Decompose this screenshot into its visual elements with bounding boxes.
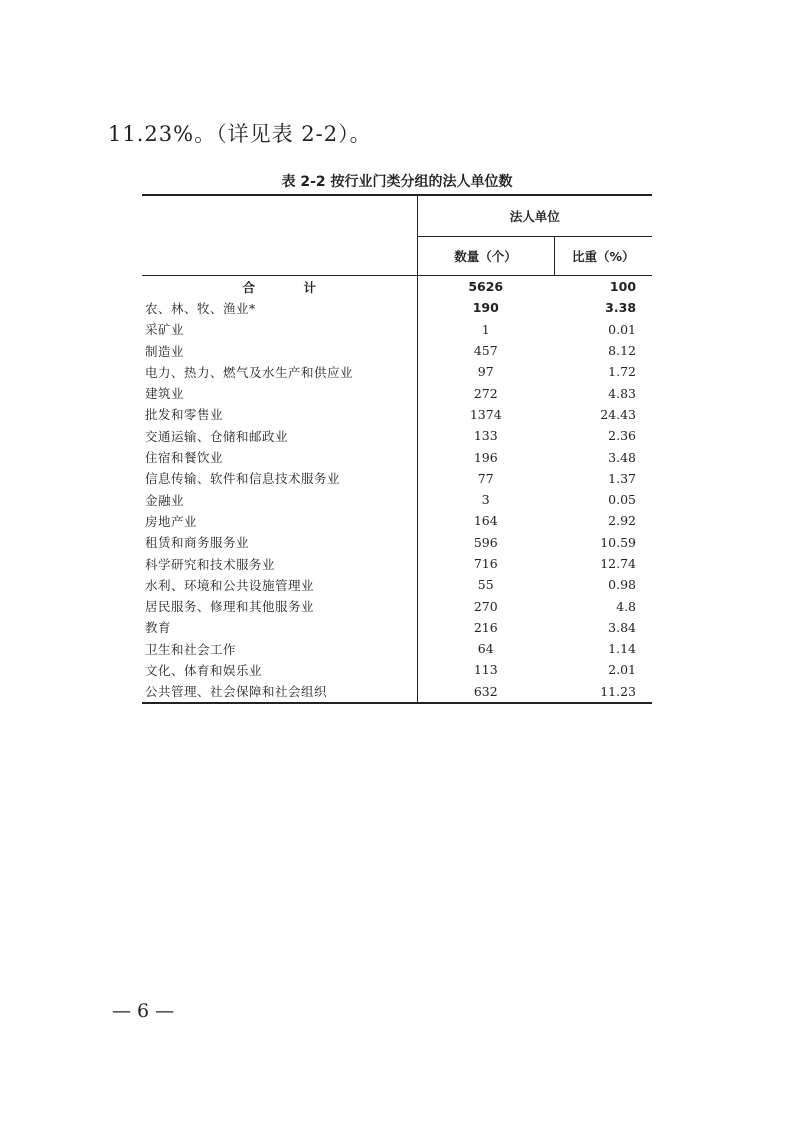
table-row — [142, 595, 652, 616]
row-name: 金融业 — [142, 489, 417, 510]
row-name: 建筑业 — [142, 382, 417, 403]
row-name: 制造业 — [142, 340, 417, 361]
row-name: 居民服务、修理和其他服务业 — [142, 595, 417, 616]
row-name: 住宿和餐饮业 — [142, 446, 417, 467]
industry-table — [142, 194, 652, 704]
row-share: 12.74 — [600, 556, 637, 571]
row-count: 632 — [473, 683, 498, 699]
column-header-share: 比重（%） — [554, 237, 652, 276]
row-count: 716 — [473, 556, 498, 571]
row-count: 164 — [473, 513, 498, 529]
row-count: 133 — [473, 428, 498, 444]
row-name: 交通运输、仓储和邮政业 — [142, 425, 417, 446]
row-name: 信息传输、软件和信息技术服务业 — [142, 468, 417, 489]
row-share: 1.14 — [608, 641, 637, 657]
page-number: — 6 — — [112, 1000, 175, 1022]
row-name: 电力、热力、燃气及水生产和供应业 — [142, 361, 417, 382]
row-name: 租赁和商务服务业 — [142, 532, 417, 553]
row-name: 公共管理、社会保障和社会组织 — [142, 681, 417, 703]
row-share: 11.23 — [600, 683, 637, 699]
table-row — [142, 681, 652, 703]
row-count: 1374 — [469, 406, 502, 422]
table-row — [142, 489, 652, 510]
row-share: 0.98 — [608, 577, 637, 593]
row-name: 合 计 — [142, 276, 417, 298]
row-count: 196 — [473, 449, 498, 465]
table-row — [142, 340, 652, 361]
row-share: 4.83 — [608, 385, 637, 401]
table-row — [142, 297, 652, 318]
row-count: 596 — [473, 534, 498, 550]
row-share: 0.05 — [608, 492, 637, 508]
row-header-blank — [142, 195, 417, 276]
row-count: 64 — [477, 641, 494, 657]
table-row — [142, 638, 652, 659]
row-count: 1 — [481, 321, 490, 337]
row-share: 1.37 — [608, 470, 637, 486]
table-row — [142, 510, 652, 531]
row-share: 3.84 — [608, 619, 637, 635]
table-row — [142, 361, 652, 382]
row-name: 农、林、牧、渔业* — [142, 297, 417, 318]
row-share: 100 — [609, 279, 637, 295]
table-caption: 表 2-2 按行业门类分组的法人单位数 — [281, 174, 513, 190]
row-share: 3.48 — [608, 449, 637, 465]
row-share: 8.12 — [608, 343, 637, 359]
table-row — [142, 404, 652, 425]
column-header-count: 数量（个） — [417, 237, 554, 276]
row-share: 2.01 — [608, 662, 637, 678]
row-share: 2.36 — [608, 428, 637, 444]
row-share: 24.43 — [600, 406, 637, 422]
row-count: 5626 — [468, 279, 504, 295]
row-count: 3 — [481, 492, 490, 508]
intro-text: 11.23%。（详见表 2-2）。 — [108, 122, 372, 146]
table-body — [142, 276, 652, 703]
row-count: 270 — [473, 598, 498, 614]
table-row — [142, 553, 652, 574]
table-row — [142, 532, 652, 553]
table-row-total — [142, 276, 652, 298]
table-row — [142, 574, 652, 595]
row-name: 卫生和社会工作 — [142, 638, 417, 659]
row-share: 4.8 — [616, 598, 637, 614]
row-count: 216 — [473, 619, 498, 635]
row-share: 2.92 — [608, 513, 637, 529]
row-share: 3.38 — [605, 300, 637, 316]
row-name: 教育 — [142, 617, 417, 638]
row-count: 190 — [472, 300, 499, 316]
table-row — [142, 659, 652, 680]
row-count: 77 — [477, 470, 494, 486]
table-row — [142, 617, 652, 638]
row-count: 272 — [473, 385, 498, 401]
table-row — [142, 446, 652, 467]
table-row — [142, 319, 652, 340]
row-share: 0.01 — [608, 321, 637, 337]
row-count: 97 — [477, 364, 494, 380]
row-count: 55 — [477, 577, 494, 593]
row-count: 113 — [473, 662, 498, 678]
row-count: 457 — [473, 343, 498, 359]
table-row — [142, 382, 652, 403]
row-name: 水利、环境和公共设施管理业 — [142, 574, 417, 595]
row-share: 1.72 — [608, 364, 637, 380]
row-name: 文化、体育和娱乐业 — [142, 659, 417, 680]
row-name: 批发和零售业 — [142, 404, 417, 425]
table-row — [142, 425, 652, 446]
row-name: 房地产业 — [142, 510, 417, 531]
row-share: 10.59 — [600, 534, 637, 550]
row-name: 采矿业 — [142, 319, 417, 340]
row-name: 科学研究和技术服务业 — [142, 553, 417, 574]
group-header: 法人单位 — [417, 195, 652, 237]
table-row — [142, 468, 652, 489]
